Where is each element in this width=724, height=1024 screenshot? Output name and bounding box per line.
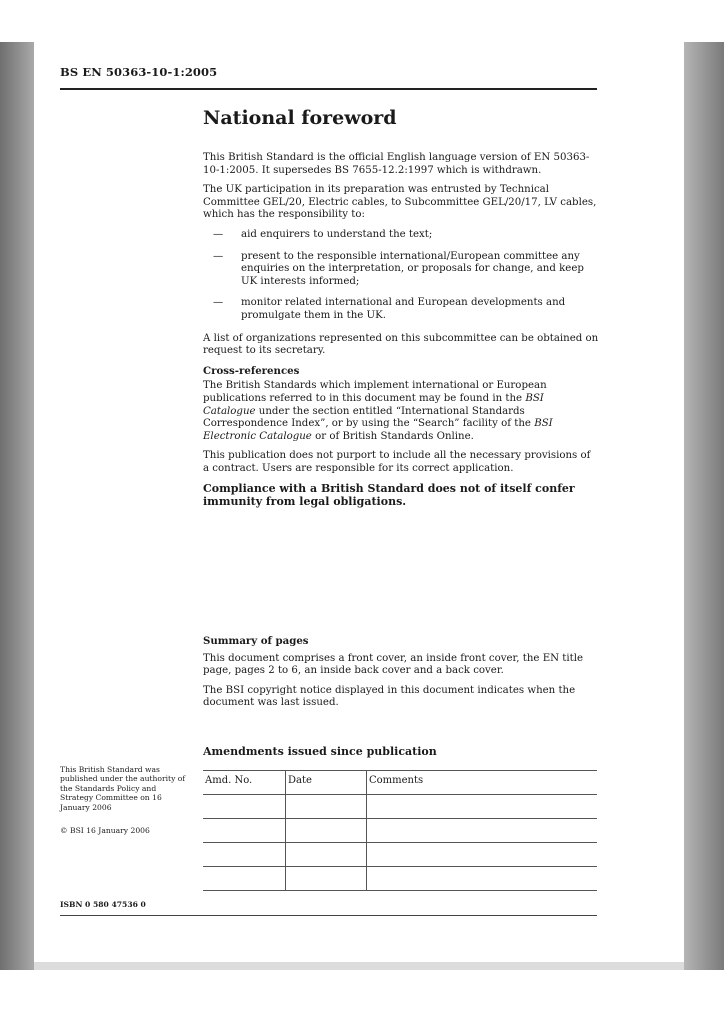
- table-cell: [286, 819, 367, 843]
- table-cell: [367, 795, 598, 819]
- table-cell: [203, 867, 286, 891]
- table-cell: [286, 867, 367, 891]
- cross-ref-text-2: under the section entitled “International Standards Correspondence Index”, or by using the “Search” facility of the: [203, 405, 535, 430]
- page-border-right: [684, 42, 724, 970]
- footer-rule: [60, 915, 597, 916]
- amendments-table: [203, 770, 597, 891]
- table-cell: [367, 819, 598, 843]
- page-title: National foreword: [203, 107, 397, 129]
- publication-authority-note: This British Standard was published under the authority of the Standards Policy and Strategy Committee on 16 January 2006: [60, 765, 186, 812]
- foreword-paragraph-3: A list of organizations represented on this subcommittee can be obtained on request to its secretary.: [203, 332, 599, 357]
- copyright-notice: © BSI 16 January 2006: [60, 826, 150, 835]
- list-item-text: monitor related international and European developments and promulgate them in the UK.: [241, 297, 566, 321]
- dash-bullet: —: [213, 297, 224, 309]
- isbn: ISBN 0 580 47536 0: [60, 900, 146, 909]
- list-item: [203, 251, 599, 289]
- column-header-amd-no: Amd. No.: [203, 771, 286, 795]
- table-cell: [203, 795, 286, 819]
- list-item-text: aid enquirers to understand the text;: [241, 228, 433, 240]
- list-item: [203, 229, 599, 242]
- bsi-electronic-catalogue-ref: BSI Electronic Catalogue: [203, 418, 553, 442]
- dash-bullet: —: [213, 228, 224, 240]
- list-item: [203, 297, 599, 322]
- summary-paragraph-1: This document comprises a front cover, an inside front cover, the EN title page, pages 2 to 6, an inside back cover and a back cover.: [203, 652, 584, 677]
- cross-references-heading: Cross-references: [203, 364, 300, 377]
- page-border-bottom: [0, 970, 724, 1024]
- document-id: BS EN 50363-10-1:2005: [60, 65, 218, 79]
- table-row: [203, 867, 597, 891]
- table-cell: [286, 795, 367, 819]
- cross-ref-text-1: The British Standards which implement international or European publications referred to in this document may be found in the: [203, 380, 547, 404]
- foreword-paragraph-1: This British Standard is the official English language version of EN 50363-10-1:2005. It supersedes BS 7655-12.2:1997 which is withdrawn.: [203, 152, 590, 176]
- header-rule: [60, 88, 597, 90]
- summary-of-pages: [203, 635, 599, 717]
- table-cell: [367, 843, 598, 867]
- cross-references-paragraph: [203, 380, 599, 443]
- list-item-text: present to the responsible international/European committee any enquiries on the interpretation, or proposals for change, and keep UK interests informed;: [241, 250, 584, 287]
- compliance-statement: Compliance with a British Standard does not of itself confer immunity from legal obligations.: [203, 482, 575, 509]
- bsi-catalogue-ref: BSI Catalogue: [203, 392, 544, 417]
- foreword-paragraph-4: This publication does not purport to include all the necessary provisions of a contract. Users are responsible for its correct application.: [203, 450, 591, 474]
- responsibility-list: [203, 229, 599, 323]
- table-cell: [203, 843, 286, 867]
- column-header-comments: Comments: [367, 771, 598, 795]
- foreword-paragraph-2: The UK participation in its preparation was entrusted by Technical Committee GEL/20, Electric cables, to Subcommittee GEL/20/17, LV cables, which has the responsibility to:: [203, 184, 597, 221]
- amendments-title: Amendments issued since publication: [203, 745, 437, 758]
- page-border-left: [0, 42, 34, 970]
- page-footer-shade: [34, 962, 684, 970]
- cross-ref-text-3: or of British Standards Online.: [311, 430, 474, 442]
- summary-heading: Summary of pages: [203, 635, 309, 647]
- table-cell: [367, 867, 598, 891]
- table-cell: [203, 819, 286, 843]
- table-row: [203, 819, 597, 843]
- table-header-row: [203, 771, 597, 795]
- table-row: [203, 795, 597, 819]
- table-row: [203, 843, 597, 867]
- table-cell: [286, 843, 367, 867]
- dash-bullet: —: [213, 250, 224, 262]
- summary-paragraph-2: The BSI copyright notice displayed in this document indicates when the document was last issued.: [203, 684, 576, 709]
- column-header-date: Date: [286, 771, 367, 795]
- foreword-body: [203, 152, 599, 515]
